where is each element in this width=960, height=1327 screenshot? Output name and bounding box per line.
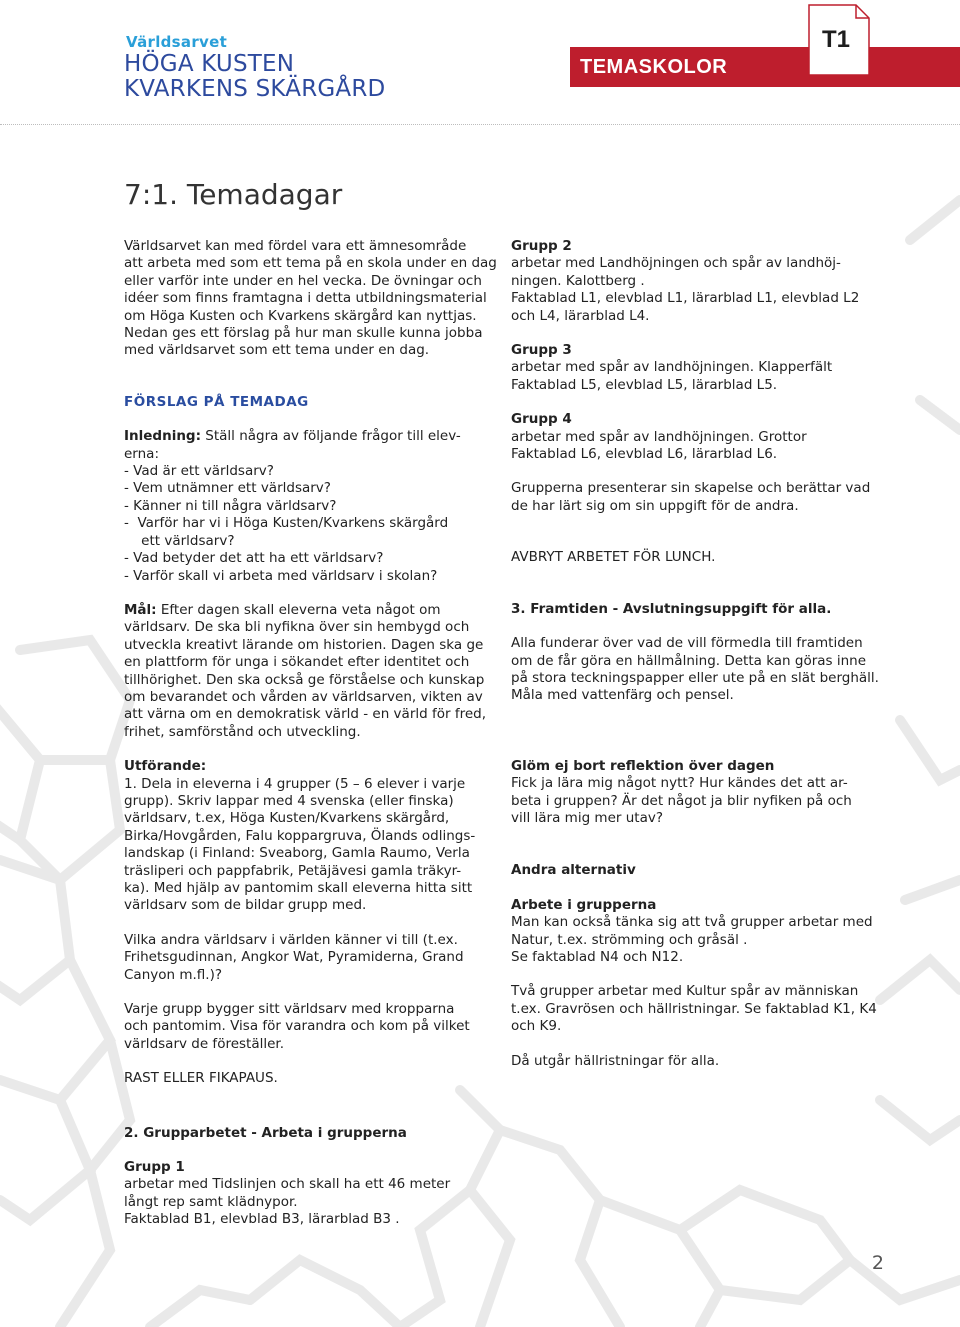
goal-label: Mål: bbox=[124, 601, 157, 618]
header-title-line2: KVARKENS SKÄRGÅRD bbox=[124, 76, 386, 102]
execution-line: grupp). Skriv lappar med 4 svenska (eller finska) bbox=[124, 792, 454, 809]
intro-label: Inledning: bbox=[124, 428, 201, 445]
execution-line: träsliperi och pappfabrik, Petäjävesi gamla träkyr- bbox=[124, 862, 462, 879]
execution-line: världsarv som de bildar grupp med. bbox=[124, 897, 367, 914]
future-paragraph bbox=[511, 635, 879, 705]
group1-section bbox=[124, 1159, 484, 1229]
group2-heading: Grupp 2 bbox=[511, 238, 572, 254]
header-divider bbox=[0, 124, 960, 125]
group3-heading: Grupp 3 bbox=[511, 342, 572, 359]
reflection-heading: Glöm ej bort reflektion över dagen bbox=[511, 757, 775, 774]
intro-text-cont: erna: bbox=[124, 445, 159, 462]
goal-paragraph bbox=[124, 601, 487, 741]
culture-paragraph bbox=[511, 983, 877, 1035]
culture-line: Två grupper arbetar med Kultur spår av människan bbox=[511, 983, 859, 1000]
question-item: - Känner ni till några världsarv? bbox=[124, 497, 337, 514]
group4-section bbox=[511, 411, 871, 463]
page-number: 2 bbox=[871, 1252, 884, 1274]
goal-line: tillhörighet. Den ska också ge förståelse och kunskap bbox=[124, 671, 485, 688]
goal-line: världsarv. De ska bli nyfikna över sin hembygd och bbox=[124, 619, 470, 636]
question-item: - Vad betyder det att ha ett världsarv? bbox=[124, 550, 384, 567]
question-item: - Vad är ett världsarv? bbox=[124, 463, 274, 480]
intro-line: med världsarvet som ett tema under en dag. bbox=[124, 342, 430, 359]
group1-line: långt rep samt klädnypor. bbox=[124, 1193, 298, 1210]
goal-line: att värna om en demokratisk värld - en värld för fred, bbox=[124, 706, 487, 723]
reflection-line: beta i gruppen? Är det något ja blir nyfiken på och bbox=[511, 792, 852, 809]
execution-line: världsarv, t.ex, Höga Kusten/Kvarkens skärgård, bbox=[124, 810, 450, 827]
work-groups-line: Natur, t.ex. strömming och gråsäl . bbox=[511, 931, 748, 948]
intro-paragraph bbox=[124, 238, 497, 360]
group1-heading: Grupp 1 bbox=[124, 1159, 185, 1176]
question-item: ett världsarv? bbox=[124, 532, 235, 549]
reflection-line: vill lära mig mer utav? bbox=[511, 809, 664, 826]
present-paragraph bbox=[511, 480, 871, 515]
group4-line: arbetar med spår av landhöjningen. Grottor bbox=[511, 428, 807, 445]
intro-line: Nedan ges ett förslag på hur man skulle kunna jobba bbox=[124, 325, 483, 342]
present-line: de har lärt sig om sin uppgift för de andra. bbox=[511, 497, 799, 514]
future-line: om de får göra en hällmålning. Detta kan göras inne bbox=[511, 652, 867, 669]
present-line: Grupperna presenterar sin skapelse och berättar vad bbox=[511, 480, 871, 497]
badge-label: T1 bbox=[821, 26, 850, 53]
work-groups-line: Se faktablad N4 och N12. bbox=[511, 948, 684, 965]
group4-heading: Grupp 4 bbox=[511, 411, 572, 428]
reflection-line: Fick ja lära mig något nytt? Hur kändes det att ar- bbox=[511, 775, 848, 792]
alternatives-heading: Andra alternativ bbox=[511, 862, 636, 879]
execution-label: Utförande: bbox=[124, 758, 207, 775]
other-line: Vilka andra världsarv i världen känner vi till (t.ex. bbox=[124, 931, 458, 948]
goal-line: frihet, samförstånd och utveckling. bbox=[124, 723, 361, 740]
future-heading: 3. Framtiden - Avslutningsuppgift för alla. bbox=[511, 600, 832, 617]
intro-line: Världsarvet kan med fördel vara ett ämnesområde bbox=[124, 238, 467, 254]
left-column bbox=[124, 238, 497, 1229]
header-subtitle: Världsarvet bbox=[126, 33, 228, 51]
group2-line: ningen. Kalottberg . bbox=[511, 272, 645, 289]
work-groups-section bbox=[511, 897, 871, 967]
work-groups-line: Man kan också tänka sig att två grupper arbetar med bbox=[511, 914, 873, 931]
build-paragraph bbox=[124, 1001, 484, 1053]
culture-line: t.ex. Gravrösen och hällristningar. Se faktablad K1, K4 bbox=[511, 1000, 877, 1017]
build-line: och pantomim. Visa för varandra och kom på vilket bbox=[124, 1018, 470, 1035]
group1-line: arbetar med Tidslinjen och skall ha ett 46 meter bbox=[124, 1176, 451, 1193]
intro-line: eller varför inte under en hel vecka. De övningar och bbox=[124, 272, 482, 289]
reflection-section bbox=[511, 758, 871, 828]
other-line: Frihetsgudinnan, Angkor Wat, Pyramiderna, Grand bbox=[124, 949, 464, 966]
header-title-line1: HÖGA KUSTEN bbox=[124, 51, 295, 77]
execution-line: ka). Med hjälp av pantomim skall eleverna hitta sitt bbox=[124, 880, 473, 896]
section-band bbox=[570, 47, 960, 87]
culture-line: och K9. bbox=[511, 1018, 562, 1035]
question-item: - Vem utnämner ett världsarv? bbox=[124, 480, 331, 497]
execution-line: landskap (i Finland: Sveaborg, Gamla Raumo, Verla bbox=[124, 845, 470, 862]
intro-line: om Höga Kusten och Kvarkens skärgård kan nyttjas. bbox=[124, 307, 477, 324]
break-note: RAST ELLER FIKAPAUS. bbox=[124, 1070, 278, 1087]
group-work-heading: 2. Grupparbetet - Arbeta i grupperna bbox=[124, 1124, 407, 1141]
question-item: - Varför skall vi arbeta med världsarv i skolan? bbox=[124, 567, 438, 584]
goal-line: utveckla kreativt lärande om historien. Dagen ska ge bbox=[124, 636, 484, 653]
future-line: Måla med vattenfärg och pensel. bbox=[511, 687, 734, 704]
group2-line: arbetar med Landhöjningen och spår av landhöj- bbox=[511, 255, 841, 272]
right-column bbox=[511, 238, 879, 1070]
question-item: - Varför har vi i Höga Kusten/Kvarkens skärgård bbox=[124, 515, 449, 532]
goal-line: en plattform för unga i sökandet efter identitet och bbox=[124, 654, 470, 671]
group2-line: Faktablad L1, elevblad L1, lärarblad L1, elevblad L2 bbox=[511, 290, 860, 307]
section-label: TEMASKOLOR bbox=[580, 56, 728, 78]
group3-line: arbetar med spår av landhöjningen. Klapperfält bbox=[511, 359, 833, 376]
intro-text: Ställ några av följande frågor till elev- bbox=[201, 428, 461, 445]
t1-badge bbox=[808, 4, 870, 76]
intro-questions bbox=[124, 428, 484, 585]
group2-section bbox=[511, 238, 871, 325]
execution-line: 1. Dela in eleverna i 4 grupper (5 – 6 elever i varje bbox=[124, 775, 466, 792]
intro-line: att arbeta med som ett tema på en skola under en dag bbox=[124, 255, 497, 272]
group3-section bbox=[511, 342, 871, 394]
group1-line: Faktablad B1, elevblad B3, lärarblad B3 . bbox=[124, 1211, 400, 1228]
future-line: på stora teckningspapper eller ute på en slät berghäll. bbox=[511, 669, 879, 686]
goal-line-1 bbox=[124, 602, 484, 619]
group4-line: Faktablad L6, elevblad L6, lärarblad L6. bbox=[511, 446, 778, 463]
execution-line: Birka/Hovgården, Falu koppargruva, Ölands odlings- bbox=[124, 827, 476, 844]
other-heritage-paragraph bbox=[124, 932, 484, 984]
suggestion-heading: FÖRSLAG PÅ TEMADAG bbox=[124, 393, 309, 410]
execution-section bbox=[124, 758, 484, 915]
header-title bbox=[124, 52, 385, 102]
group3-line: Faktablad L5, elevblad L5, lärarblad L5. bbox=[511, 376, 778, 393]
goal-text: Efter dagen skall eleverna veta något om bbox=[156, 601, 441, 618]
future-line: Alla funderar över vad de vill förmedla till framtiden bbox=[511, 635, 863, 652]
page-title: 7:1. Temadagar bbox=[124, 178, 343, 211]
work-groups-heading: Arbete i grupperna bbox=[511, 896, 657, 913]
lunch-note: AVBRYT ARBETET FÖR LUNCH. bbox=[511, 549, 716, 566]
other-line: Canyon m.fl.)? bbox=[124, 966, 223, 983]
intro-line: idéer som finns framtagna i detta utbildningsmaterial bbox=[124, 290, 487, 307]
goal-line: om bevarandet och vården av världsarven, vikten av bbox=[124, 688, 483, 705]
build-line: Varje grupp bygger sitt världsarv med kropparna bbox=[124, 1001, 455, 1018]
build-line: världsarv de föreställer. bbox=[124, 1035, 285, 1052]
final-note: Då utgår hällristningar för alla. bbox=[511, 1052, 720, 1069]
intro-line-1 bbox=[124, 428, 484, 445]
group2-line: och L4, lärarblad L4. bbox=[511, 307, 650, 324]
